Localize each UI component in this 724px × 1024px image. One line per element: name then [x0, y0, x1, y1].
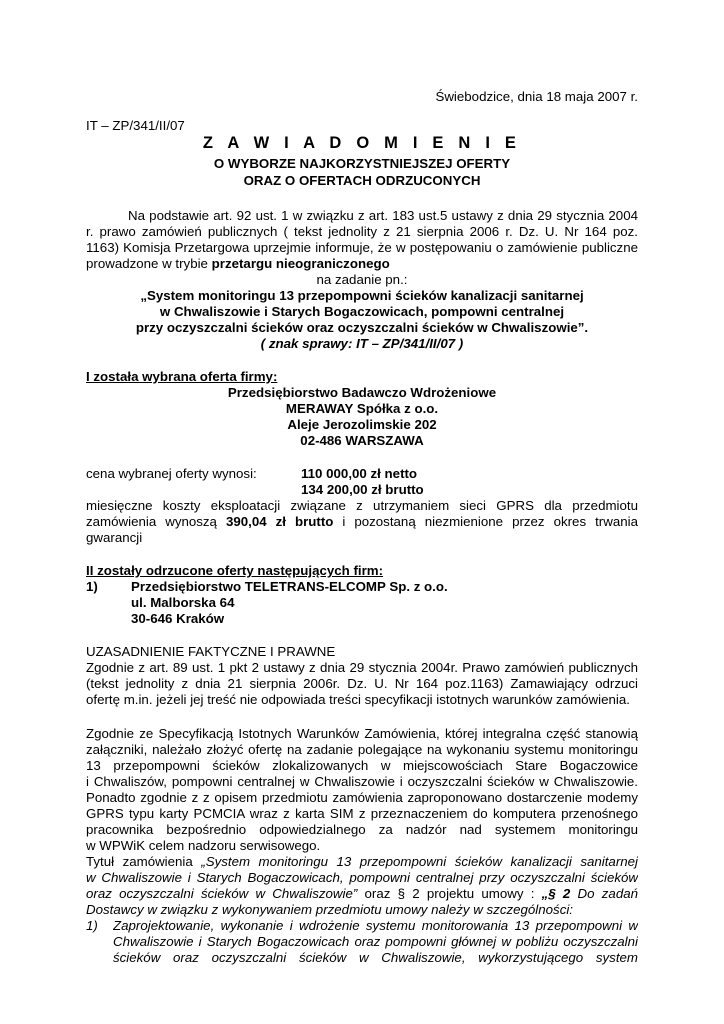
costs-line-2: [86, 514, 638, 530]
rejected-firm-name: Przedsiębiorstwo TELETRANS-ELCOMP Sp. z o.o.: [131, 579, 448, 594]
company-name-2: MERAWAY Spółka z o.o.: [285, 401, 439, 416]
justification-p2-line-5: Ponadto zgodnie z z opisem przedmiotu zamówienia zaproponowano dostarczenie modemy: [86, 790, 638, 805]
date-line: Świebodzice, dnia 18 maja 2007 r.: [435, 89, 638, 104]
justification-p2-line-4: i Chwaliszów, pompowni centralnej w Chwaliszowie i oczyszczalni ścieków w Chwaliszowie.: [86, 774, 638, 789]
costs-line-2-text: zamówienia wynoszą: [86, 514, 226, 529]
justification-p1-line-2: (tekst jednolity z dnia 21 sierpnia 2006r. Dz. U. Nr 164 poz.1163) Zamawiający odrzuci: [86, 676, 638, 691]
justification-p1-line-3: ofertę m.in. jeżeli jej treść nie odpowiada treści specyfikacji istotnych warunków zamówienia.: [86, 692, 630, 707]
costs-line-1: miesięczne koszty eksploatacji związane z utrzymaniem sieci GPRS dla przedmiotu: [86, 498, 638, 513]
intro-line-1: Na podstawie art. 92 ust. 1 w związku z art. 183 ust.5 ustawy z dnia 29 stycznia 2004: [128, 208, 638, 223]
justification-p2-line-3: 13 przepompowni ścieków zlokalizowanych w miejscowościach Stare Bogaczowice: [86, 758, 638, 773]
price-label: cena wybranej oferty wynosi:: [86, 466, 257, 481]
intro-line-5: na zadanie pn.:: [316, 272, 408, 287]
justification-p3-line-4: Dostawcy w związku z wykonywaniem przedmiotu umowy należy w szczególności:: [86, 902, 573, 917]
document-subtitle-2: ORAZ O OFERTACH ODRZUCONYCH: [243, 173, 481, 188]
duty-list-number: 1): [86, 918, 98, 933]
justification-p2-line-1: Zgodnie ze Specyfikacją Istotnych Warunków Zamówienia, której integralna część stanowią: [86, 726, 638, 741]
price-gross: 134 200,00 zł brutto: [301, 482, 424, 497]
company-city: 02-486 WARSZAWA: [300, 433, 424, 448]
justification-p2-line-6: GPRS typu karty PCMCIA wraz z karta SIM z przeznaczeniem do komputera przenośnego: [86, 806, 638, 821]
rejected-item-number: 1): [86, 579, 98, 594]
p3-quote-end: oraz oczyszczalni ścieków w Chwaliszowie”: [86, 886, 358, 901]
justification-heading: UZASADNIENIE FAKTYCZNE I PRAWNE: [86, 644, 336, 659]
intro-line-2: r. prawo zamówień publicznych ( tekst jednolity z 21 sierpnia 2006 r. Dz. U. Nr 164 poz.: [86, 224, 638, 239]
case-number: ( znak sprawy: IT – ZP/341/II/07 ): [260, 336, 464, 351]
rejected-firm-street: ul. Malborska 64: [131, 595, 235, 610]
justification-p3-line-2: w Chwaliszowie i Starych Bogaczowicach, pompowni centralnej przy oczyszczalni ścieków: [86, 870, 638, 885]
justification-p3-line-1: [86, 854, 638, 870]
justification-p2-line-8: w WPWiK celem nadzoru serwisowego.: [86, 838, 321, 853]
reference-number: IT – ZP/341/II/07: [86, 118, 185, 133]
costs-line-2-rest: i pozostaną niezmienione przez okres trwania: [342, 514, 638, 529]
p3-title-quote: „System monitoringu 13 przepompowni ścieków kanalizacji sanitarnej: [201, 854, 638, 869]
justification-p3-line-3: [86, 886, 638, 902]
justification-p2-line-2: załączniki, należało złożyć ofertę na zadanie polegające na wykonaniu systemu monitoringu: [86, 742, 638, 757]
p3-paragraph-sign: „§ 2: [541, 886, 571, 901]
rejected-firm-city: 30-646 Kraków: [131, 611, 225, 626]
section-1-heading: I została wybrana oferta firmy:: [86, 369, 278, 384]
justification-p2-line-7: pracownika bezpośrednio odpowiedzialnego za nadzór nad systemem monitoringu: [86, 822, 638, 837]
duty-list-line-3: ścieków oraz oczyszczalni ścieków w Chwaliszowie, wykorzystującego system: [113, 950, 638, 965]
intro-line-3: 1163) Komisja Przetargowa uprzejmie informuje, że w postępowaniu o zamówienie publiczne: [86, 240, 638, 255]
section-2-heading: II zostały odrzucone oferty następujących firm:: [86, 563, 384, 578]
company-name-1: Przedsiębiorstwo Badawczo Wdrożeniowe: [227, 385, 497, 400]
task-title-1: „System monitoringu 13 przepompowni ścieków kanalizacji sanitarnej: [140, 288, 584, 303]
intro-line-4: [86, 256, 638, 272]
p3-contract-ref: oraz § 2 projektu umowy :: [364, 886, 542, 901]
price-net: 110 000,00 zł netto: [301, 466, 418, 481]
company-address: Aleje Jerozolimskie 202: [287, 417, 437, 432]
duty-list-line-1: Zaprojektowanie, wykonanie i wdrożenie systemu monitorowania 13 przepompowni w: [113, 918, 638, 933]
document-title: Z A W I A D O M I E N I E: [202, 134, 522, 152]
p3-title-label: Tytuł zamówienia: [86, 854, 202, 869]
costs-line-3: gwarancji: [86, 530, 143, 545]
p3-duties-start: Do zadań: [577, 886, 638, 901]
document-subtitle-1: O WYBORZE NAJKORZYSTNIEJSZEJ OFERTY: [213, 156, 511, 171]
monthly-cost: 390,04 zł brutto: [225, 514, 334, 529]
tender-mode: przetargu nieograniczonego: [211, 256, 390, 271]
duty-list-line-2: Chwaliszowie i Starych Bogaczowicach oraz pompowni głównej w pobliżu oczyszczalni: [113, 934, 638, 949]
task-title-3: przy oczyszczalni ścieków oraz oczyszczalni ścieków w Chwaliszowie”.: [135, 320, 589, 335]
justification-p1-line-1: Zgodnie z art. 89 ust. 1 pkt 2 ustawy z dnia 29 stycznia 2004r. Prawo zamówień publicznych: [86, 660, 638, 675]
intro-line-4-text: prowadzone w trybie: [86, 256, 212, 271]
task-title-2: w Chwaliszowie i Starych Bogaczowicach, pompowni centralnej: [159, 304, 565, 319]
